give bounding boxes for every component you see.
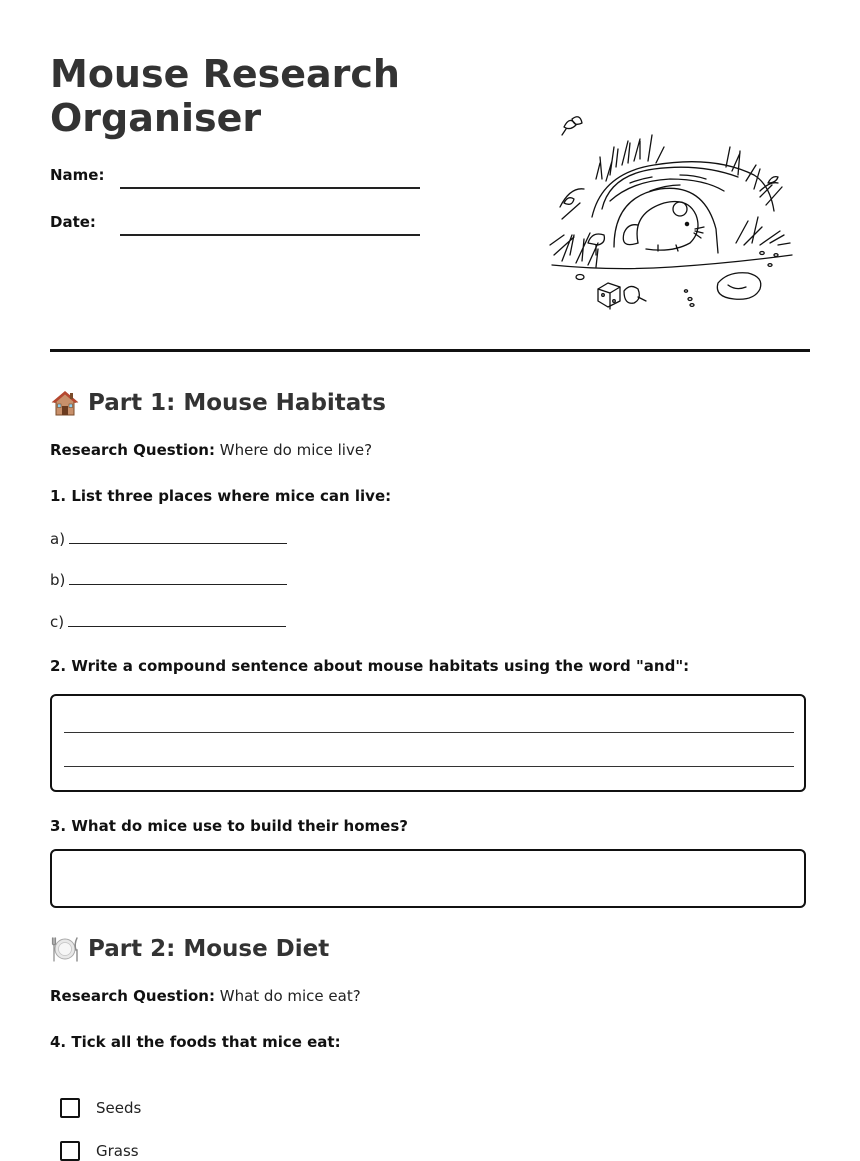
seeds-checkbox[interactable] [60, 1098, 80, 1118]
research-question-1 [50, 441, 372, 459]
part2-heading-text: Part 2: Mouse Diet [88, 936, 330, 962]
question-1: 1. List three places where mice can live: [50, 487, 392, 505]
answer-blank-b[interactable] [69, 570, 287, 585]
part1-heading-text: Part 1: Mouse Habitats [88, 390, 386, 416]
writing-line [64, 732, 794, 733]
food-option-grass [60, 1141, 139, 1161]
research-question-text: Where do mice live? [219, 441, 373, 459]
writing-line [64, 766, 794, 767]
part1-heading [50, 388, 386, 418]
answer-blank-c[interactable] [68, 612, 286, 627]
food-option-seeds [60, 1098, 141, 1118]
plate-cutlery-icon [50, 934, 80, 964]
answer-blank-a[interactable] [69, 529, 287, 544]
grass-checkbox[interactable] [60, 1141, 80, 1161]
food-label: Grass [96, 1142, 139, 1160]
list-item [50, 529, 287, 548]
compound-sentence-answer-box[interactable] [50, 694, 806, 792]
section-divider [50, 349, 810, 352]
research-question-label: Research Question: [50, 987, 215, 1005]
page-title: Mouse Research Organiser [50, 52, 400, 140]
list-item [50, 570, 287, 589]
list-item-label: b) [50, 571, 66, 589]
question-4: 4. Tick all the foods that mice eat: [50, 1033, 341, 1051]
name-field[interactable] [120, 187, 420, 189]
question-2: 2. Write a compound sentence about mouse habitats using the word "and": [50, 657, 690, 675]
list-item-label: c) [50, 613, 65, 631]
name-label: Name: [50, 166, 105, 184]
question-3: 3. What do mice use to build their homes? [50, 817, 408, 835]
house-icon [50, 388, 80, 418]
research-question-label: Research Question: [50, 441, 215, 459]
list-item-label: a) [50, 530, 66, 548]
research-question-text: What do mice eat? [219, 987, 361, 1005]
date-label: Date: [50, 213, 96, 231]
list-item [50, 612, 286, 631]
date-field[interactable] [120, 234, 420, 236]
homes-answer-box[interactable] [50, 849, 806, 908]
food-label: Seeds [96, 1099, 142, 1117]
part2-heading [50, 934, 329, 964]
research-question-2 [50, 987, 361, 1005]
mouse-burrow-illustration [540, 105, 800, 310]
